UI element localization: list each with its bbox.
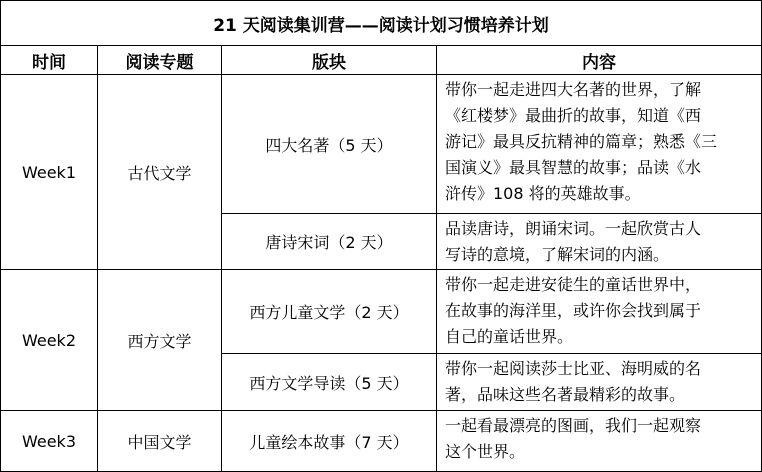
week-cell: Week1 — [1, 75, 98, 270]
content-line: 写诗的意境，了解宋词的内涵。 — [445, 245, 670, 264]
content-line: 带你一起走进安徒生的童话世界中， — [445, 275, 702, 294]
topic-cell: 西方文学 — [98, 270, 222, 411]
topic-cell: 中国文学 — [98, 411, 222, 472]
content-cell — [437, 411, 762, 472]
section-cell: 四大名著（5 天） — [222, 75, 437, 214]
header-topic: 阅读专题 — [98, 46, 222, 75]
section-cell: 唐诗宋词（2 天） — [222, 214, 437, 270]
table-row — [1, 75, 762, 214]
header-content: 内容 — [437, 46, 762, 75]
table-row — [1, 411, 762, 472]
header-row — [1, 46, 762, 75]
content-line: 一起看最漂亮的图画，我们一起观察 — [445, 416, 702, 435]
title-row — [1, 1, 762, 46]
content-line: 游记》最具反抗精神的篇章；熟悉《三 — [445, 132, 718, 151]
content-line: 国演义》最具智慧的故事；品读《水 — [445, 158, 702, 177]
content-line: 品读唐诗，朗诵宋词。一起欣赏古人 — [445, 219, 702, 238]
content-line: 自己的童话世界。 — [445, 327, 574, 346]
section-cell: 儿童绘本故事（7 天） — [222, 411, 437, 472]
content-line: 带你一起阅读莎士比亚、海明威的名 — [445, 359, 702, 378]
content-cell — [437, 270, 762, 354]
content-cell — [437, 214, 762, 270]
section-cell: 西方儿童文学（2 天） — [222, 270, 437, 354]
content-line: 著，品味这些名著最精彩的故事。 — [445, 385, 686, 404]
table-row — [1, 270, 762, 354]
content-cell — [437, 75, 762, 214]
section-cell: 西方文学导读（5 天） — [222, 354, 437, 411]
content-line: 《红楼梦》最曲折的故事，知道《西 — [445, 106, 702, 125]
table-title: 21 天阅读集训营——阅读计划习惯培养计划 — [1, 1, 762, 46]
header-section: 版块 — [222, 46, 437, 75]
content-line: 浒传》108 将的英雄故事。 — [445, 184, 641, 203]
topic-cell: 古代文学 — [98, 75, 222, 270]
week-cell: Week3 — [1, 411, 98, 472]
content-line: 这个世界。 — [445, 442, 526, 461]
week-cell: Week2 — [1, 270, 98, 411]
header-time: 时间 — [1, 46, 98, 75]
content-line: 在故事的海洋里，或许你会找到属于 — [445, 301, 702, 320]
content-cell — [437, 354, 762, 411]
content-line: 带你一起走进四大名著的世界，了解 — [445, 80, 702, 99]
